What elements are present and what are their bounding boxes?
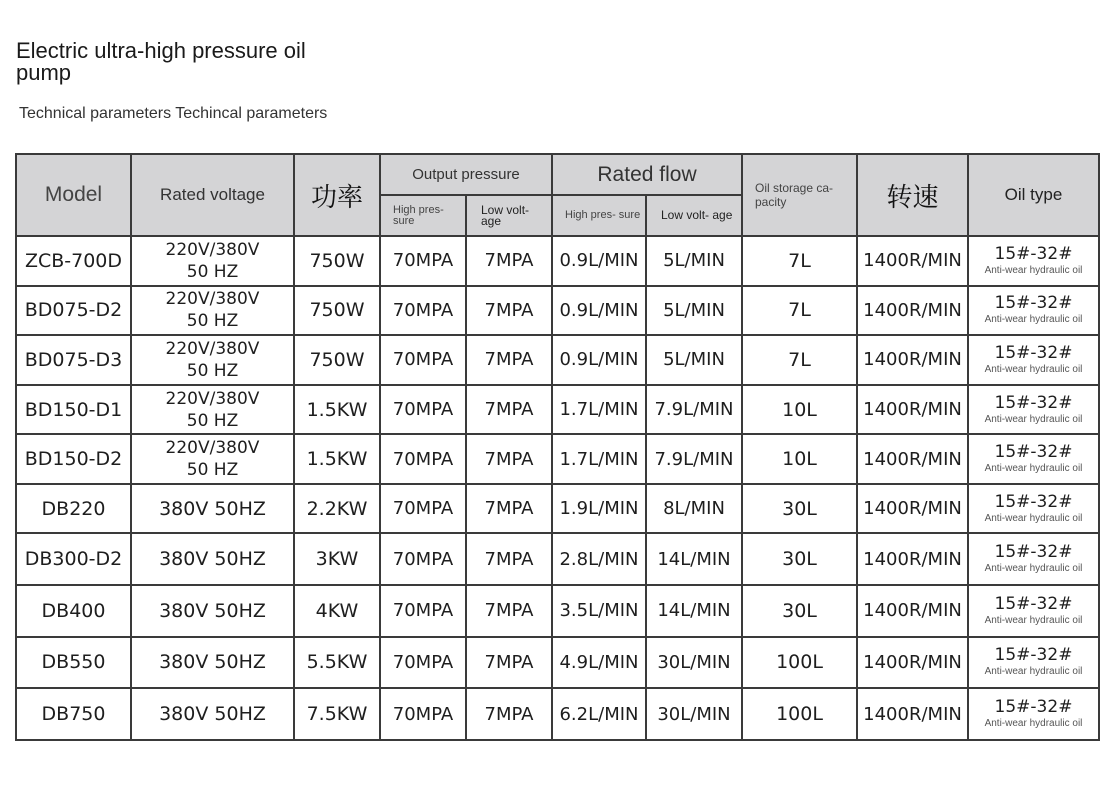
page-subtitle: Technical parameters Techincal parameters [19, 105, 328, 122]
cell-flow-high: 4.9L/MIN [552, 637, 646, 689]
table-row [16, 236, 1099, 286]
cell-oil-type [968, 286, 1099, 336]
cell-oil-storage: 7L [742, 236, 857, 286]
cell-oil-desc: Anti-wear hydraulic oil [984, 512, 1083, 524]
cell-oil-desc: Anti-wear hydraulic oil [984, 413, 1083, 425]
cell-speed: 1400R/MIN [857, 385, 968, 435]
cell-speed: 1400R/MIN [857, 484, 968, 534]
cell-flow-low: 8L/MIN [646, 484, 742, 534]
cell-pressure-low: 7MPA [466, 335, 552, 385]
cell-model: DB300-D2 [16, 533, 131, 585]
cell-voltage-line1: 220V/380V [165, 289, 260, 310]
table-row [16, 585, 1099, 637]
cell-voltage [131, 434, 294, 484]
cell-flow-high: 6.2L/MIN [552, 688, 646, 740]
cell-voltage-line1: 380V 50HZ [159, 548, 266, 571]
table-row [16, 385, 1099, 435]
cell-pressure-low: 7MPA [466, 434, 552, 484]
cell-oil-type [968, 533, 1099, 585]
header-pressure-low: Low volt- age [466, 195, 552, 236]
table-row [16, 434, 1099, 484]
cell-pressure-high: 70MPA [380, 484, 466, 534]
cell-oil-desc: Anti-wear hydraulic oil [984, 463, 1083, 475]
table-row [16, 533, 1099, 585]
cell-model: BD075-D2 [16, 286, 131, 336]
cell-voltage [131, 286, 294, 336]
cell-oil-type [968, 434, 1099, 484]
cell-model: DB550 [16, 637, 131, 689]
cell-oil-desc: Anti-wear hydraulic oil [984, 363, 1083, 375]
cell-voltage-line1: 220V/380V [165, 239, 260, 260]
header-oil-storage: Oil storage ca- pacity [742, 154, 857, 236]
cell-pressure-high: 70MPA [380, 286, 466, 336]
cell-oil-grade: 15#-32# [994, 392, 1073, 413]
cell-pressure-low: 7MPA [466, 585, 552, 637]
cell-voltage-line1: 380V 50HZ [159, 599, 266, 622]
cell-pressure-high: 70MPA [380, 236, 466, 286]
cell-pressure-high: 70MPA [380, 533, 466, 585]
cell-oil-desc: Anti-wear hydraulic oil [984, 614, 1083, 626]
cell-power: 1.5KW [294, 434, 380, 484]
cell-model: DB220 [16, 484, 131, 534]
table-row [16, 637, 1099, 689]
cell-oil-storage: 30L [742, 484, 857, 534]
cell-flow-low: 14L/MIN [646, 585, 742, 637]
cell-speed: 1400R/MIN [857, 585, 968, 637]
cell-oil-type [968, 385, 1099, 435]
cell-flow-high: 1.7L/MIN [552, 434, 646, 484]
cell-voltage-line1: 380V 50HZ [159, 497, 266, 520]
cell-pressure-low: 7MPA [466, 637, 552, 689]
cell-pressure-high: 70MPA [380, 637, 466, 689]
cell-voltage [131, 637, 294, 689]
cell-speed: 1400R/MIN [857, 236, 968, 286]
header-model: Model [16, 154, 131, 236]
cell-power: 5.5KW [294, 637, 380, 689]
cell-oil-desc: Anti-wear hydraulic oil [984, 314, 1083, 326]
cell-oil-type [968, 335, 1099, 385]
cell-voltage [131, 533, 294, 585]
cell-pressure-high: 70MPA [380, 688, 466, 740]
cell-voltage-line1: 220V/380V [165, 388, 260, 409]
cell-voltage-line1: 380V 50HZ [159, 651, 266, 674]
cell-flow-low: 5L/MIN [646, 286, 742, 336]
cell-oil-storage: 10L [742, 385, 857, 435]
cell-speed: 1400R/MIN [857, 533, 968, 585]
table-header [16, 154, 1099, 236]
header-speed: 转速 [857, 154, 968, 236]
cell-voltage-line1: 380V 50HZ [159, 703, 266, 726]
cell-pressure-low: 7MPA [466, 688, 552, 740]
cell-flow-high: 1.9L/MIN [552, 484, 646, 534]
cell-flow-low: 30L/MIN [646, 637, 742, 689]
cell-model: BD150-D1 [16, 385, 131, 435]
cell-flow-low: 5L/MIN [646, 236, 742, 286]
cell-speed: 1400R/MIN [857, 335, 968, 385]
cell-voltage [131, 688, 294, 740]
cell-power: 2.2KW [294, 484, 380, 534]
cell-oil-storage: 30L [742, 585, 857, 637]
cell-speed: 1400R/MIN [857, 286, 968, 336]
cell-power: 4KW [294, 585, 380, 637]
table-row [16, 688, 1099, 740]
cell-voltage-line2: 50 HZ [186, 410, 239, 431]
cell-voltage-line1: 220V/380V [165, 438, 260, 459]
cell-oil-desc: Anti-wear hydraulic oil [984, 563, 1083, 575]
cell-flow-low: 30L/MIN [646, 688, 742, 740]
cell-power: 3KW [294, 533, 380, 585]
cell-oil-type [968, 236, 1099, 286]
cell-voltage [131, 236, 294, 286]
cell-flow-low: 14L/MIN [646, 533, 742, 585]
cell-speed: 1400R/MIN [857, 637, 968, 689]
cell-speed: 1400R/MIN [857, 688, 968, 740]
cell-oil-type [968, 484, 1099, 534]
cell-power: 750W [294, 286, 380, 336]
cell-pressure-high: 70MPA [380, 434, 466, 484]
cell-oil-grade: 15#-32# [994, 342, 1073, 363]
header-power: 功率 [294, 154, 380, 236]
cell-model: DB400 [16, 585, 131, 637]
cell-pressure-high: 70MPA [380, 385, 466, 435]
cell-pressure-low: 7MPA [466, 484, 552, 534]
cell-oil-grade: 15#-32# [994, 293, 1073, 314]
cell-oil-grade: 15#-32# [994, 442, 1073, 463]
table-row [16, 286, 1099, 336]
cell-oil-type [968, 585, 1099, 637]
header-output-pressure: Output pressure [380, 154, 552, 195]
table-row [16, 484, 1099, 534]
cell-power: 750W [294, 236, 380, 286]
cell-oil-storage: 100L [742, 637, 857, 689]
cell-oil-storage: 7L [742, 335, 857, 385]
cell-oil-desc: Anti-wear hydraulic oil [984, 264, 1083, 276]
header-flow-low: Low volt- age [646, 195, 742, 236]
cell-oil-grade: 15#-32# [994, 542, 1073, 563]
cell-voltage-line2: 50 HZ [186, 460, 239, 481]
table-row [16, 335, 1099, 385]
cell-model: ZCB-700D [16, 236, 131, 286]
cell-flow-low: 7.9L/MIN [646, 385, 742, 435]
cell-pressure-high: 70MPA [380, 585, 466, 637]
cell-oil-desc: Anti-wear hydraulic oil [984, 718, 1083, 730]
cell-oil-storage: 30L [742, 533, 857, 585]
cell-voltage [131, 385, 294, 435]
cell-voltage [131, 585, 294, 637]
cell-flow-high: 1.7L/MIN [552, 385, 646, 435]
cell-voltage-line2: 50 HZ [186, 360, 239, 381]
page-title: Electric ultra-high pressure oil pump [16, 38, 306, 85]
header-rated-flow: Rated flow [552, 154, 742, 195]
cell-pressure-high: 70MPA [380, 335, 466, 385]
cell-flow-high: 0.9L/MIN [552, 236, 646, 286]
cell-power: 7.5KW [294, 688, 380, 740]
cell-oil-storage: 10L [742, 434, 857, 484]
cell-oil-desc: Anti-wear hydraulic oil [984, 666, 1083, 678]
cell-power: 1.5KW [294, 385, 380, 435]
cell-pressure-low: 7MPA [466, 286, 552, 336]
cell-pressure-low: 7MPA [466, 533, 552, 585]
table-body [16, 236, 1099, 740]
header-rated-voltage: Rated voltage [131, 154, 294, 236]
cell-pressure-low: 7MPA [466, 236, 552, 286]
cell-oil-grade: 15#-32# [994, 593, 1073, 614]
cell-oil-storage: 100L [742, 688, 857, 740]
cell-oil-grade: 15#-32# [994, 697, 1073, 718]
spec-table [15, 153, 1100, 741]
cell-oil-grade: 15#-32# [994, 243, 1073, 264]
cell-power: 750W [294, 335, 380, 385]
cell-model: DB750 [16, 688, 131, 740]
cell-flow-low: 7.9L/MIN [646, 434, 742, 484]
cell-pressure-low: 7MPA [466, 385, 552, 435]
cell-oil-grade: 15#-32# [994, 645, 1073, 666]
cell-model: BD075-D3 [16, 335, 131, 385]
cell-oil-grade: 15#-32# [994, 491, 1073, 512]
header-oil-type: Oil type [968, 154, 1099, 236]
cell-flow-high: 3.5L/MIN [552, 585, 646, 637]
header-flow-high: High pres- sure [552, 195, 646, 236]
cell-flow-high: 2.8L/MIN [552, 533, 646, 585]
cell-speed: 1400R/MIN [857, 434, 968, 484]
cell-voltage-line1: 220V/380V [165, 338, 260, 359]
cell-oil-type [968, 637, 1099, 689]
header-pressure-high: High pres- sure [380, 195, 466, 236]
cell-voltage [131, 484, 294, 534]
cell-voltage-line2: 50 HZ [186, 261, 239, 282]
cell-flow-high: 0.9L/MIN [552, 335, 646, 385]
cell-oil-storage: 7L [742, 286, 857, 336]
cell-model: BD150-D2 [16, 434, 131, 484]
cell-voltage [131, 335, 294, 385]
cell-voltage-line2: 50 HZ [186, 311, 239, 332]
cell-flow-high: 0.9L/MIN [552, 286, 646, 336]
cell-oil-type [968, 688, 1099, 740]
cell-flow-low: 5L/MIN [646, 335, 742, 385]
